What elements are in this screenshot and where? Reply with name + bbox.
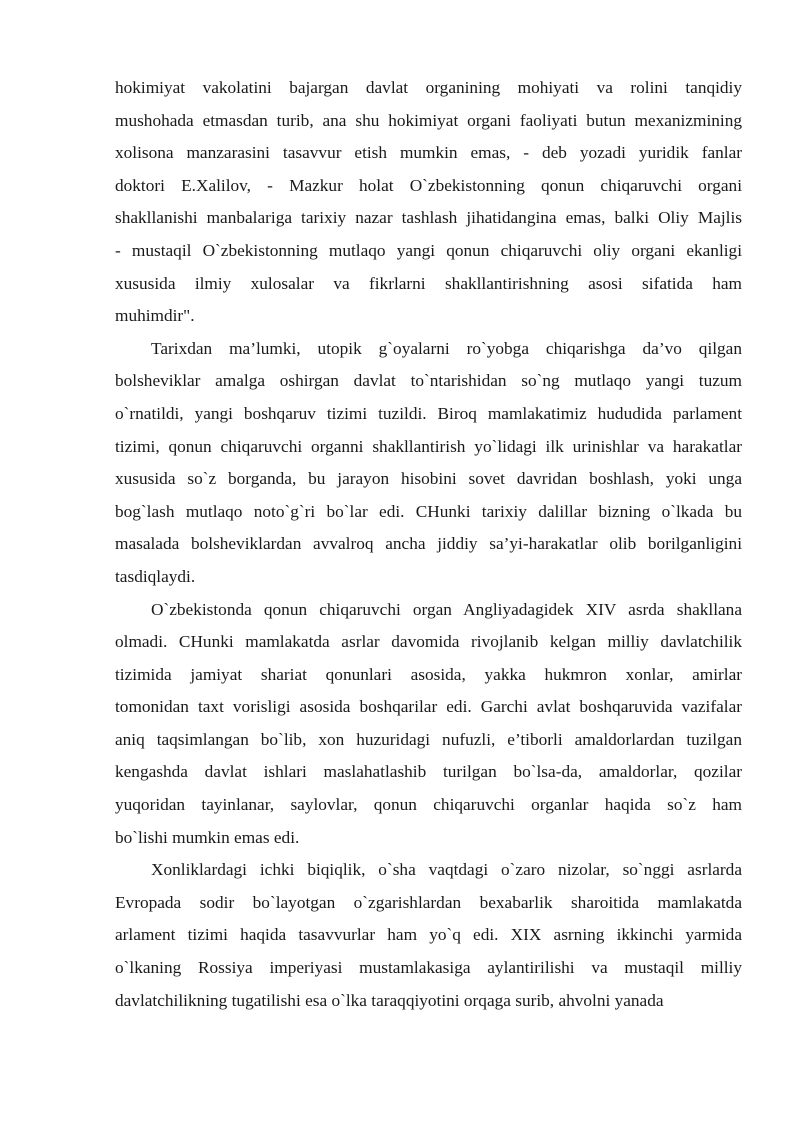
- text-line: tizimida jamiyat shariat qonunlari asosida, yakka hukmron xonlar, amirlar: [115, 664, 742, 684]
- text-line: yuqoridan tayinlanar, saylovlar, qonun chiqaruvchi organlar haqida so`z ham: [115, 795, 742, 815]
- text-line: arlament tizimi haqida tasavvurlar ham yo`q edi. XIX asrning ikkinchi yarmida: [115, 925, 742, 945]
- text-line: tasdiqlaydi.: [115, 566, 196, 586]
- text-line: shakllanishi manbalariga tarixiy nazar tashlash jihatidangina emas, balki Oliy Majlis: [115, 208, 742, 228]
- text-line: tizimi, qonun chiqaruvchi organni shakllantirish yo`lidagi ilk urinishlar va harakatlar: [115, 436, 742, 456]
- text-line: - mustaqil O`zbekistonning mutlaqo yangi qonun chiqaruvchi oliy organi ekanligi: [115, 240, 742, 260]
- text-line: Evropada sodir bo`layotgan o`zgarishlardan bexabarlik sharoitida mamlakatda: [115, 892, 742, 912]
- paragraph-1: [115, 72, 742, 333]
- text-line: kengashda davlat ishlari maslahatlashib turilgan bo`lsa-da, amaldorlar, qozilar: [115, 762, 742, 782]
- text-line: Xonliklardagi ichki biqiqlik, o`sha vaqtdagi o`zaro nizolar, so`nggi asrlarda: [151, 860, 742, 880]
- text-line: o`rnatildi, yangi boshqaruv tizimi tuzildi. Biroq mamlakatimiz hududida parlament: [115, 403, 742, 423]
- text-line: tomonidan taxt vorisligi asosida boshqarilar edi. Garchi avlat boshqaruvida vazifalar: [115, 697, 742, 717]
- text-line: xususida so`z borganda, bu jarayon hisobini sovet davridan boshlash, yoki unga: [115, 469, 742, 489]
- text-line: xolisona manzarasini tasavvur etish mumkin emas, - deb yozadi yuridik fanlar: [115, 143, 742, 163]
- text-line: doktori E.Xalilov, - Mazkur holat O`zbekistonning qonun chiqaruvchi organi: [115, 175, 742, 195]
- text-line: O`zbekistonda qonun chiqaruvchi organ Angliyadagidek XIV asrda shakllana: [151, 599, 742, 619]
- text-line: aniq taqsimlangan bo`lib, xon huzuridagi nufuzli, e’tiborli amaldorlardan tuzilgan: [115, 729, 742, 749]
- text-line: masalada bolsheviklardan avvalroq ancha jiddiy sa’yi-harakatlar olib borilganligini: [115, 534, 742, 554]
- paragraph-3: [115, 594, 742, 855]
- text-line: davlatchilikning tugatilishi esa o`lka taraqqiyotini orqaga surib, ahvolni yanada: [115, 990, 664, 1010]
- text-line: bolsheviklar amalga oshirgan davlat to`ntarishidan so`ng mutlaqo yangi tuzum: [115, 371, 742, 391]
- text-line: hokimiyat vakolatini bajargan davlat organining mohiyati va rolini tanqidiy: [115, 78, 742, 97]
- text-line: bo`lishi mumkin emas edi.: [115, 827, 300, 847]
- text-line: o`lkaning Rossiya imperiyasi mustamlakasiga aylantirilishi va mustaqil milliy: [115, 958, 742, 978]
- paragraph-4: [115, 854, 742, 1017]
- document-page: [115, 72, 742, 1017]
- text-line: bog`lash mutlaqo noto`g`ri bo`lar edi. CHunki tarixiy dalillar bizning o`lkada bu: [115, 501, 742, 521]
- text-line: Tarixdan ma’lumki, utopik g`oyalarni ro`yobga chiqarishga da’vo qilgan: [151, 338, 742, 358]
- paragraph-2: [115, 333, 742, 594]
- text-line: mushohada etmasdan turib, ana shu hokimiyat organi faoliyati butun mexanizmining: [115, 110, 742, 130]
- text-line: xususida ilmiy xulosalar va fikrlarni shakllantirishning asosi sifatida ham: [115, 273, 742, 293]
- text-line: olmadi. CHunki mamlakatda asrlar davomida rivojlanib kelgan milliy davlatchilik: [115, 632, 742, 652]
- text-line: muhimdir".: [115, 306, 195, 326]
